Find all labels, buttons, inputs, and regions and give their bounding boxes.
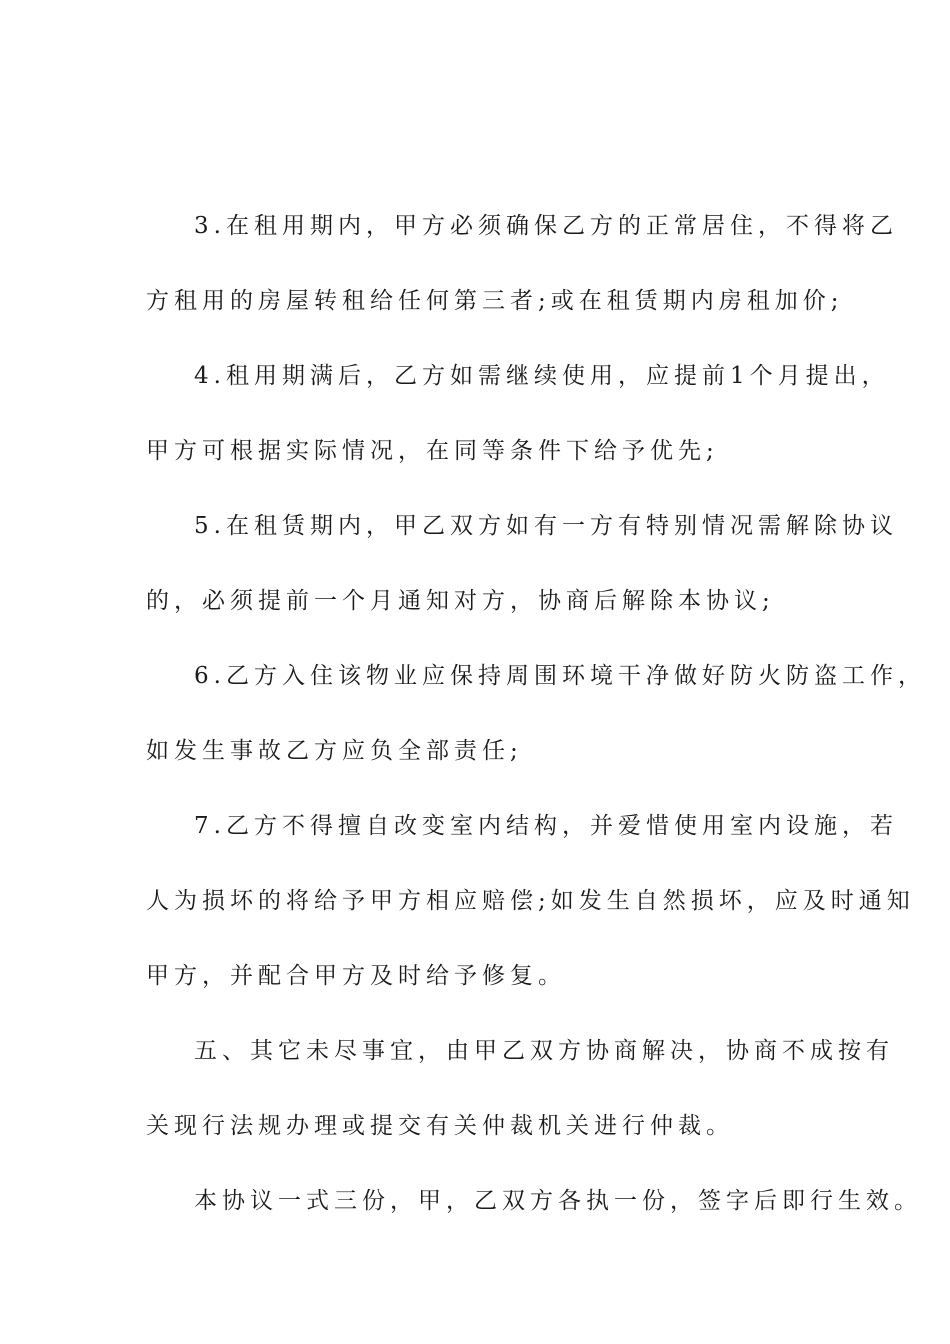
clause-3-line-1: 3.在租用期内，甲方必须确保乙方的正常居住，不得将乙 — [194, 213, 898, 239]
clause-7-line-2: 人为损坏的将给予甲方相应赔偿;如发生自然损坏，应及时通知 — [146, 888, 915, 914]
clause-5-line-1: 5.在租赁期内，甲乙双方如有一方有特别情况需解除协议 — [194, 513, 898, 539]
clause-3-line-2: 方租用的房屋转租给任何第三者;或在租赁期内房租加价; — [146, 288, 844, 314]
closing-statement: 本协议一式三份，甲，乙双方各执一份，签字后即行生效。 — [194, 1188, 922, 1214]
clause-6-line-2: 如发生事故乙方应负全部责任; — [146, 738, 523, 764]
clause-7-line-1: 7.乙方不得擅自改变室内结构，并爱惜使用室内设施，若 — [194, 813, 898, 839]
section-5-line-2: 关现行法规办理或提交有关仲裁机关进行仲裁。 — [146, 1113, 734, 1139]
clause-5-line-2: 的，必须提前一个月通知对方，协商后解除本协议; — [146, 588, 775, 614]
clause-4-line-2: 甲方可根据实际情况，在同等条件下给予优先; — [146, 438, 719, 464]
clause-4-line-1: 4.租用期满后，乙方如需继续使用，应提前1个月提出， — [194, 363, 890, 389]
section-5-line-1: 五、其它未尽事宜，由甲乙双方协商解决，协商不成按有 — [194, 1038, 894, 1064]
clause-7-line-3: 甲方，并配合甲方及时给予修复。 — [146, 963, 566, 989]
clause-6-line-1: 6.乙方入住该物业应保持周围环境干净做好防火防盗工作， — [194, 663, 926, 689]
